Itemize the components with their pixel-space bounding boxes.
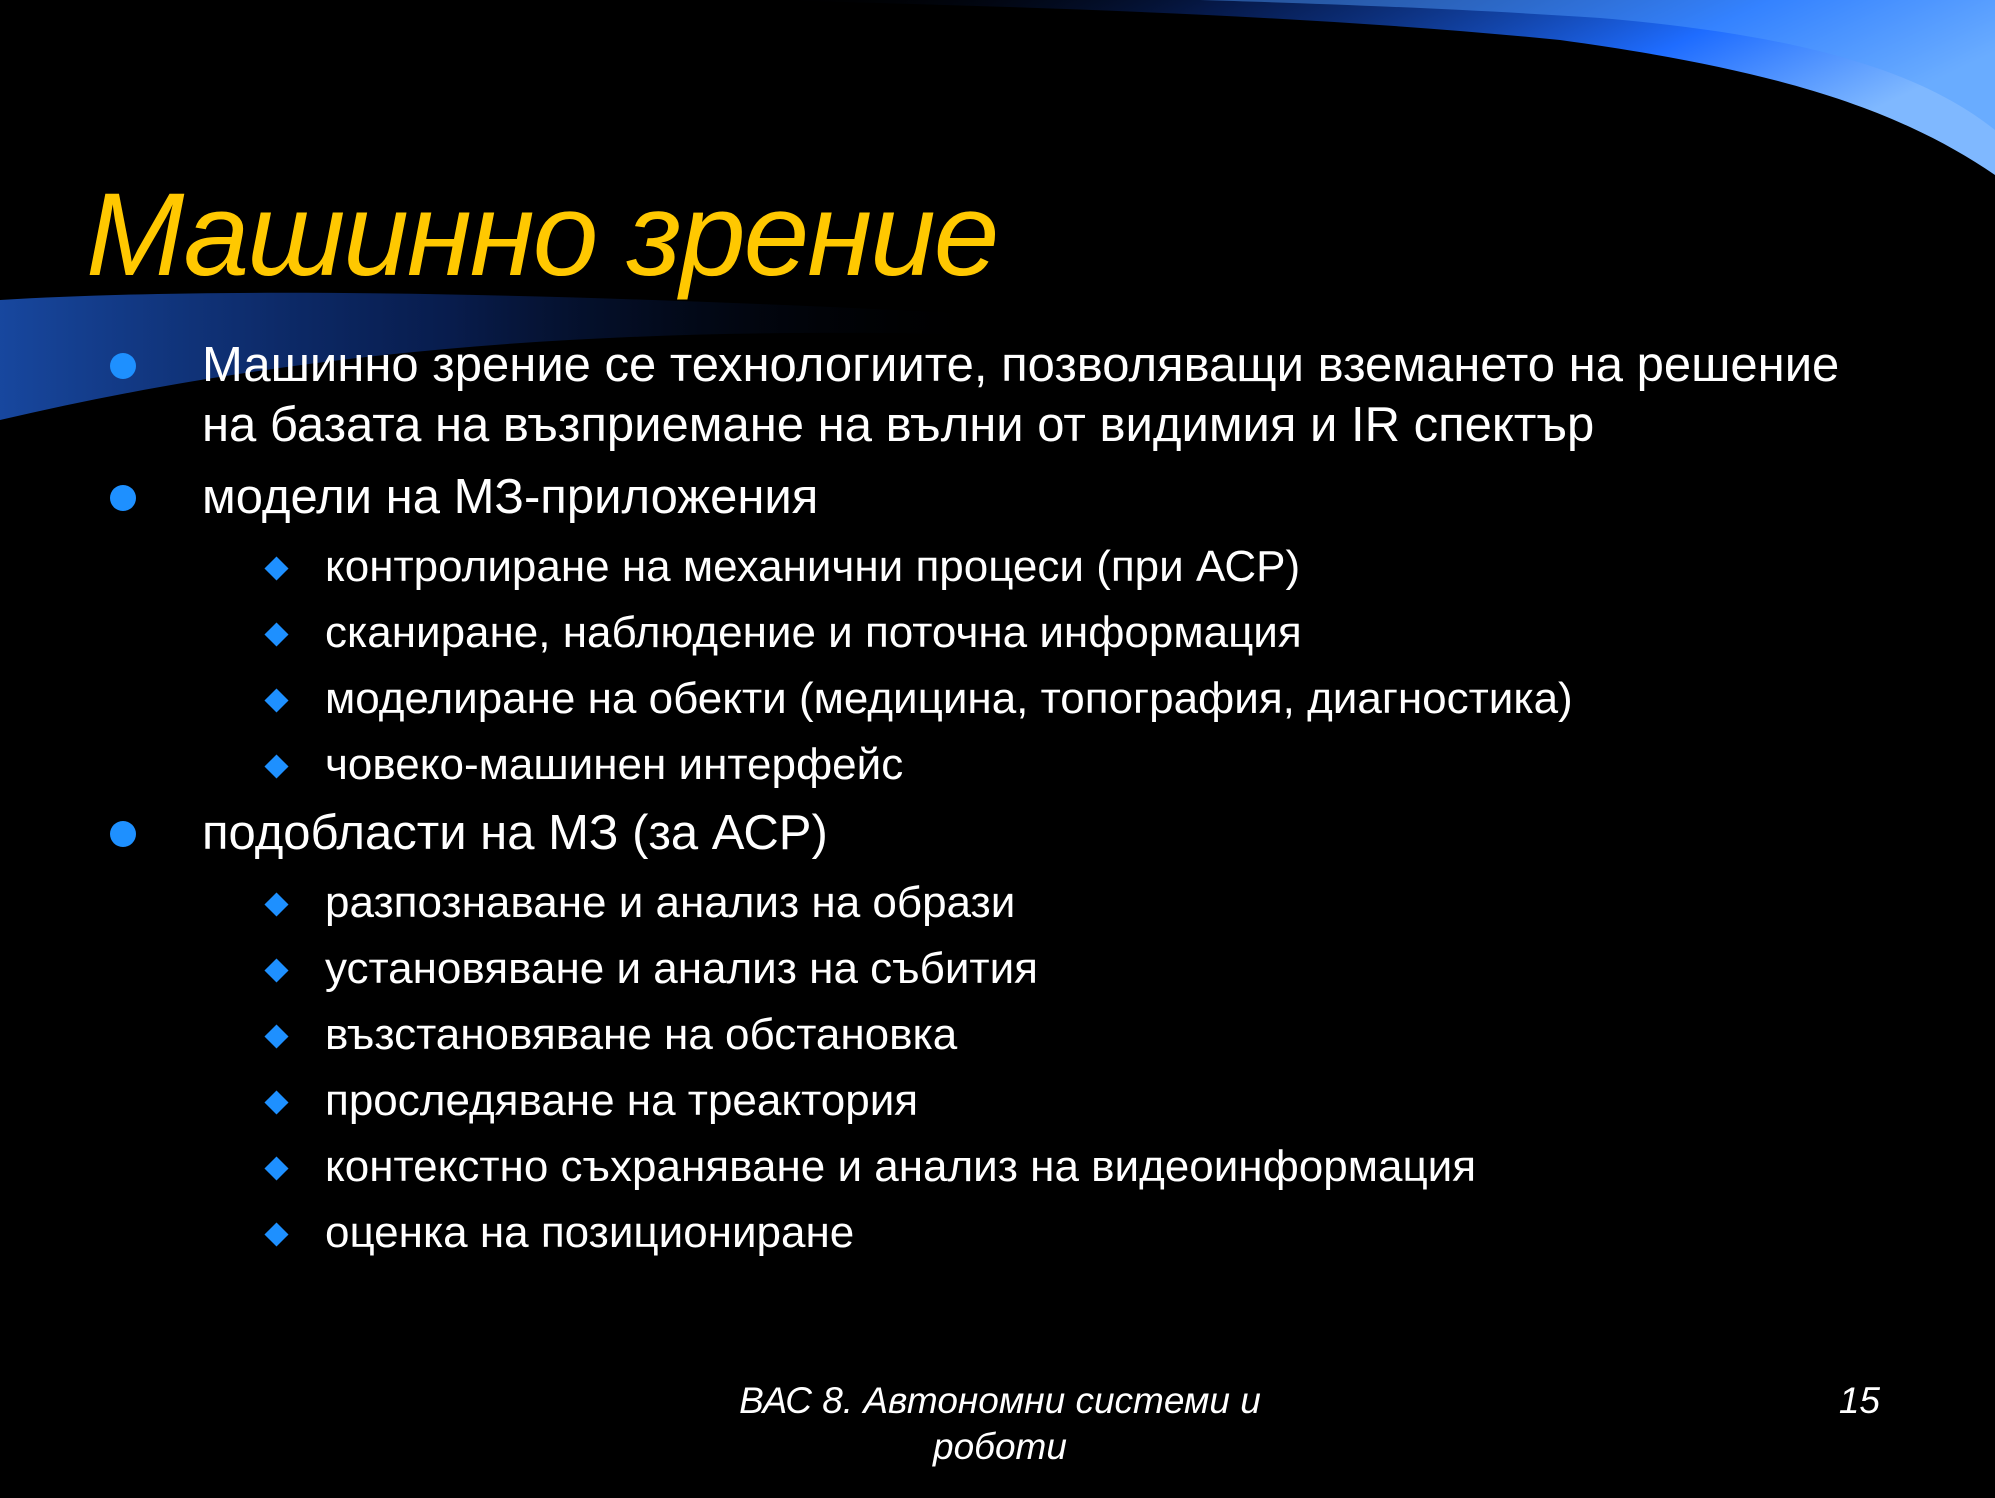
sub-bullet-text: моделиране на обекти (медицина, топография, диагностика) — [325, 674, 1573, 723]
bullet-item — [0, 467, 1842, 527]
diamond-bullet-icon — [264, 958, 288, 982]
sub-bullet-text: проследяване на треактория — [325, 1076, 919, 1125]
sub-bullet-item — [0, 941, 1825, 996]
sub-bullet-text: контролиране на механични процеси (при АСР) — [325, 542, 1301, 591]
sub-bullet-text: сканиране, наблюдение и поточна информация — [325, 608, 1302, 657]
sub-bullet-item — [0, 1073, 1825, 1128]
sub-bullet-item — [0, 1007, 1825, 1062]
bullet-text: модели на МЗ-приложения — [202, 470, 819, 524]
diamond-bullet-icon — [264, 1222, 288, 1246]
footer-line: ВАС 8. Автономни системи и — [739, 1380, 1261, 1421]
bullet-item — [0, 335, 1842, 455]
sub-bullet-item — [0, 1139, 1825, 1194]
sub-bullet-item — [0, 1205, 1825, 1260]
sub-bullet-item — [0, 875, 1825, 930]
sub-bullet-item — [0, 671, 1825, 726]
bullet-dot-icon — [110, 353, 136, 379]
diamond-bullet-icon — [264, 892, 288, 916]
diamond-bullet-icon — [264, 754, 288, 778]
diamond-bullet-icon — [264, 1090, 288, 1114]
sub-bullet-item — [0, 539, 1825, 594]
bullet-text: подобласти на МЗ (за АСР) — [202, 806, 828, 860]
sub-bullet-item — [0, 605, 1825, 660]
sub-bullet-text: възстановяване на обстановка — [325, 1010, 958, 1059]
sub-bullet-text: установяване и анализ на събития — [325, 944, 1038, 993]
diamond-bullet-icon — [264, 688, 288, 712]
page-number: 15 — [1838, 1380, 1880, 1421]
bullet-text: Машинно зрение се технологиите, позволяващи вземането на решение на базата на възприемане на вълни от видимия и IR спектър — [202, 338, 1840, 452]
diamond-bullet-icon — [264, 1156, 288, 1180]
bullet-item — [0, 803, 1842, 863]
bullet-dot-icon — [110, 485, 136, 511]
sub-bullet-text: контекстно съхраняване и анализ на видеоинформация — [325, 1142, 1477, 1191]
bullet-list — [0, 335, 1995, 1271]
diamond-bullet-icon — [264, 556, 288, 580]
diamond-bullet-icon — [264, 622, 288, 646]
sub-bullet-text: човеко-машинен интерфейс — [325, 740, 904, 789]
footer-line: роботи — [933, 1426, 1067, 1467]
slide-footer — [700, 1378, 1300, 1470]
bullet-dot-icon — [110, 821, 136, 847]
slide-title: Машинно зрение — [86, 169, 998, 301]
sub-bullet-item — [0, 737, 1825, 792]
sub-bullet-text: оценка на позициониране — [325, 1208, 855, 1257]
diamond-bullet-icon — [264, 1024, 288, 1048]
sub-bullet-text: разпознаване и анализ на образи — [325, 878, 1016, 927]
